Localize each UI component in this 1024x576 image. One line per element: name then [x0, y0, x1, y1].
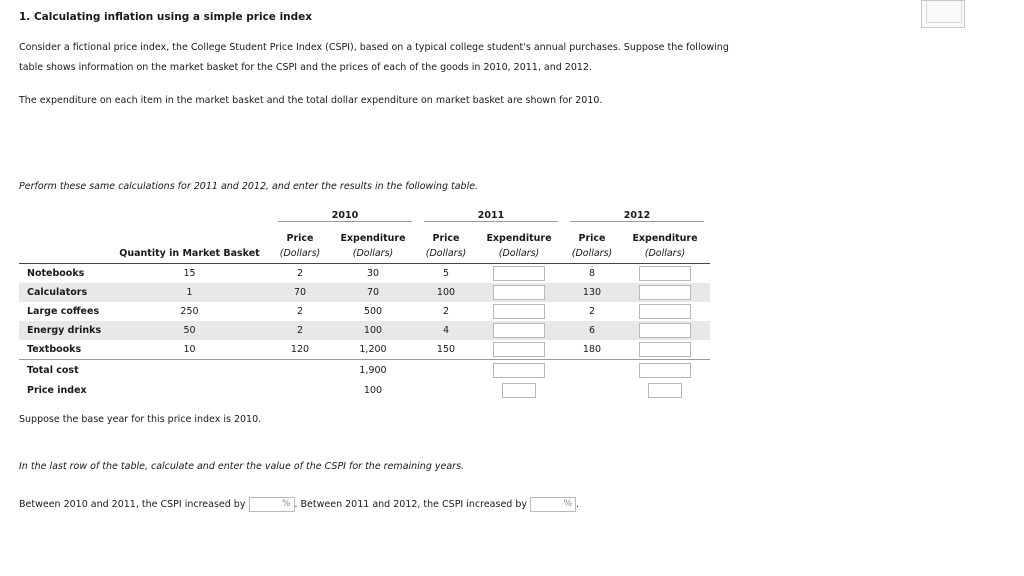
increase-prefix: Between 2010 and 2011, the CSPI increased by [19, 499, 246, 510]
price-2011: 5 [442, 268, 450, 279]
table-row [19, 302, 710, 321]
expenditure-2010: 500 [363, 306, 383, 317]
year-2010-header: 2010 [272, 206, 418, 225]
year-2011-header: 2011 [418, 206, 564, 225]
price-header-2011: Price [432, 233, 460, 244]
table-row [19, 340, 710, 360]
price-2011: 2 [442, 306, 450, 317]
expenditure-2010: 70 [328, 283, 418, 302]
expenditure-2011-input[interactable] [493, 285, 545, 300]
price-2012: 180 [582, 344, 602, 355]
table-row [19, 283, 710, 302]
item-quantity: 50 [107, 321, 272, 340]
quantity-header: Quantity in Market Basket [107, 244, 272, 264]
expenditure-2011-input[interactable] [493, 304, 545, 319]
item-name: Calculators [19, 283, 107, 302]
unit-label: (Dollars) [328, 244, 418, 264]
expenditure-2011-input[interactable] [493, 266, 545, 281]
price-2012: 2 [588, 306, 596, 317]
total-cost-2012-input[interactable] [639, 363, 691, 378]
price-2011: 4 [418, 321, 474, 340]
item-name: Textbooks [27, 344, 82, 355]
price-index-2010: 100 [363, 385, 383, 396]
total-cost-label: Total cost [19, 360, 107, 382]
price-2011: 150 [436, 344, 456, 355]
item-quantity: 1 [107, 283, 272, 302]
expenditure-2010: 1,200 [359, 344, 387, 355]
expenditure-2010: 30 [366, 268, 380, 279]
expenditure-2010: 100 [328, 321, 418, 340]
expenditure-2011-input[interactable] [493, 323, 545, 338]
last-row-instruction: In the last row of the table, calculate and enter the value of the CSPI for the remaining years. [19, 461, 465, 472]
price-header-2012: Price [578, 233, 606, 244]
price-2012: 130 [564, 283, 620, 302]
intro-line-1: Consider a fictional price index, the College Student Price Index (CSPI), based on a typical college student's annual purchases. Suppose the following [19, 42, 729, 53]
price-2010: 2 [296, 268, 304, 279]
item-quantity: 250 [180, 306, 199, 317]
price-index-label: Price index [27, 385, 87, 396]
expenditure-2012-input[interactable] [639, 266, 691, 281]
total-cost-2010: 1,900 [328, 360, 418, 382]
market-basket-table [19, 206, 710, 400]
item-name: Notebooks [27, 268, 85, 279]
price-index-row [19, 381, 710, 400]
base-year-note: Suppose the base year for this price index is 2010. [19, 414, 262, 425]
price-2012: 8 [588, 268, 596, 279]
price-index-2012-input[interactable] [648, 383, 682, 398]
price-2010: 120 [290, 344, 310, 355]
item-name: Large coffees [27, 306, 100, 317]
cspi-increase-2012-input[interactable] [530, 497, 576, 512]
percent-icon: % [281, 499, 291, 509]
item-quantity: 10 [183, 344, 196, 355]
unit-label: (Dollars) [474, 244, 564, 264]
cspi-increase-2011-input[interactable] [249, 497, 295, 512]
total-cost-2011-input[interactable] [493, 363, 545, 378]
instruction-text: Perform these same calculations for 2011 and 2012, and enter the results in the following table. [19, 181, 479, 192]
corner-widget[interactable] [921, 0, 965, 28]
question-title: 1. Calculating inflation using a simple price index [19, 11, 313, 23]
intro-line-2: table shows information on the market basket for the CSPI and the prices of each of the goods in 2010, 2011, and 2012. [19, 62, 592, 73]
increase-middle: . Between 2011 and 2012, the CSPI increased by [294, 499, 527, 510]
item-quantity: 15 [183, 268, 196, 279]
unit-label: (Dollars) [272, 244, 328, 264]
expenditure-header-2011: Expenditure [486, 233, 552, 244]
expenditure-2012-input[interactable] [639, 285, 691, 300]
price-2010: 2 [296, 306, 304, 317]
expenditure-2012-input[interactable] [639, 342, 691, 357]
expenditure-2012-input[interactable] [639, 323, 691, 338]
price-2012: 6 [564, 321, 620, 340]
cspi-increase-sentence [19, 495, 579, 515]
expenditure-header-2012: Expenditure [632, 233, 698, 244]
item-name: Energy drinks [19, 321, 107, 340]
expenditure-2011-input[interactable] [493, 342, 545, 357]
expenditure-header-2010: Expenditure [340, 233, 406, 244]
table-row [19, 321, 710, 340]
percent-icon: % [563, 499, 573, 509]
price-2011: 100 [418, 283, 474, 302]
expenditure-2012-input[interactable] [639, 304, 691, 319]
total-cost-row [19, 360, 710, 382]
price-header-2010: Price [286, 233, 314, 244]
price-index-2011-input[interactable] [502, 383, 536, 398]
year-2012-header: 2012 [564, 206, 710, 225]
expenditure-note: The expenditure on each item in the market basket and the total dollar expenditure on market basket are shown for 2010. [19, 95, 603, 106]
unit-label: (Dollars) [418, 244, 474, 264]
unit-label: (Dollars) [620, 244, 710, 264]
price-2010: 70 [272, 283, 328, 302]
table-row [19, 264, 710, 284]
increase-suffix: . [576, 499, 580, 510]
unit-label: (Dollars) [564, 244, 620, 264]
price-2010: 2 [272, 321, 328, 340]
